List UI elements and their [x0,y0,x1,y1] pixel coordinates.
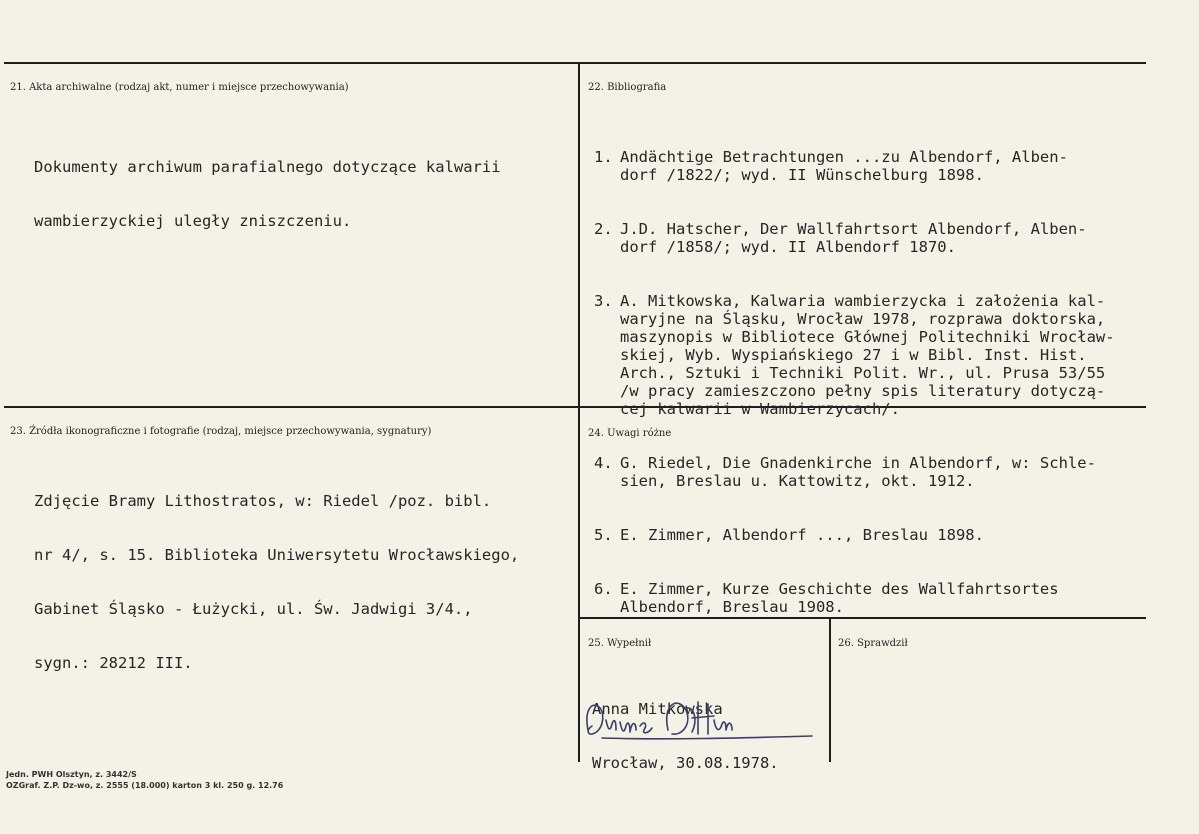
bibliography-list [594,112,1115,652]
top-rule [4,62,1146,64]
bibliography-label: 22. Bibliografia [588,82,667,93]
archival-line: Dokumenty archiwum parafialnego dotyczące kalwarii [34,158,501,176]
printer-note-line1: Jedn. PWH Olsztyn, z. 3442/S [6,770,137,779]
archival-line: wambierzyckiej uległy zniszczeniu. [34,212,352,230]
bibliography-item: 5. E. Zimmer, Albendorf ..., Breslau 1898. [594,526,984,544]
bibliography-item: 2. J.D. Hatscher, Der Wallfahrtsort Albendorf, Alben- dorf /1858/; wyd. II Albendorf 1870. [594,220,1087,256]
archival-records-label: 21. Akta archiwalne (rodzaj akt, numer i miejsce przechowywania) [10,82,349,93]
handwritten-signature-icon [582,690,822,755]
bibliography-item: 4. G. Riedel, Die Gnadenkirche in Albendorf, w: Schle- sien, Breslau u. Kattowitz, okt. 1912. [594,454,1096,490]
filled-by-label: 25. Wypełnił [588,638,652,649]
iconography-text: Zdjęcie Bramy Lithostratos, w: Riedel /poz. bibl. nr 4/, s. 15. Biblioteka Uniwersytetu Wrocławskiego, Gabinet Śląsko - Łużycki, ul. Św. Jadwigi 3/4., sygn.: 28212 III. [34,492,520,672]
filled-by-place-date: Wrocław, 30.08.1978. [592,754,779,772]
bibliography-item: 3. A. Mitkowska, Kalwaria wambierzycka i założenia kal- waryjne na Śląsku, Wrocław 1978, rozprawa doktorska, maszynopis w Bibliotece Głównej Politechniki Wrocław- skiej, Wyb. Wyspiańskiego 27 i w Bibl. Inst. Hist. Arch., Sztuki i Techniki Polit. Wr., ul. Prusa 53/55 /w pracy zamieszczono pełny spis literatury dotyczą- cej kalwarii w Wambierzycach/. [594,292,1115,418]
remarks-label: 24. Uwagi różne [588,428,672,439]
printer-note-line2: OZGraf. Z.P. Dz-wo, z. 2555 (18.000) karton 3 kl. 250 g. 12.76 [6,781,284,790]
center-divider [578,62,580,762]
bibliography-item: 6. E. Zimmer, Kurze Geschichte des Wallfahrtsortes Albendorf, Breslau 1908. [594,580,1059,616]
iconography-label: 23. Źródła ikonograficzne i fotografie (rodzaj, miejsce przechowywania, sygnatury) [10,426,432,437]
filled-by-name: Anna Mitkowska [592,700,723,718]
bibliography-item: 1. Andächtige Betrachtungen ...zu Albendorf, Alben- dorf /1822/; wyd. II Wünschelburg 1898. [594,148,1068,184]
checked-by-label: 26. Sprawdził [838,638,908,649]
archival-records-text [34,122,501,266]
